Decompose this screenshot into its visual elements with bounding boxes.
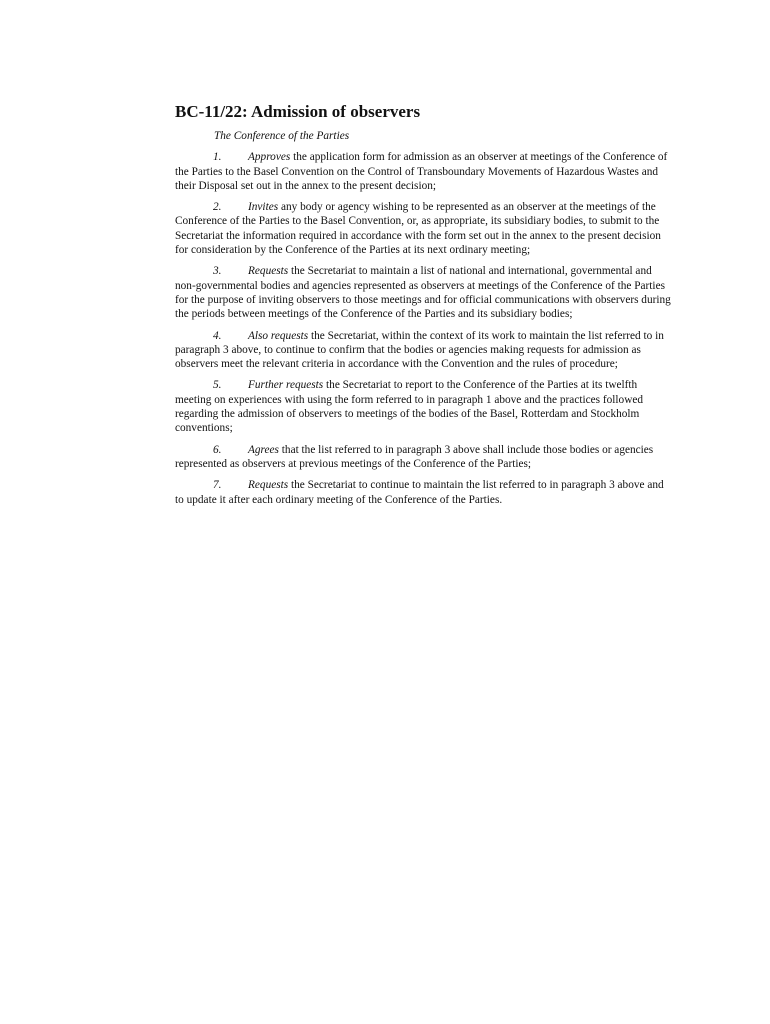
- paragraph-number: 3.: [213, 265, 222, 278]
- paragraph-4: [175, 329, 675, 372]
- paragraph-6: [175, 443, 675, 472]
- paragraph-text: the Secretariat to report to the Conference of the Parties at its twelfth meeting on experiences with using the form referred to in paragraph 1 above and the practices followed regarding the admission of observers to meetings of the bodies of the Basel, Rotterdam and Stockholm conventions;: [175, 379, 644, 435]
- paragraph-text: the Secretariat, within the context of its work to maintain the list referred to in paragraph 3 above, to continue to confirm that the bodies or agencies making requests for admission as observers meet the relevant criteria in accordance with the Convention and the rules of procedure;: [175, 329, 664, 371]
- paragraph-1: [175, 150, 675, 193]
- paragraph-text: the Secretariat to maintain a list of national and international, governmental and non-governmental bodies and agencies represented as observers at meetings of the Conference of the Parties for the purpose of inviting observers to those meetings and for official communications with observers during the periods between meetings of the Conference of the Parties and its subsidiary bodies;: [175, 265, 671, 321]
- operative-verb: Also requests: [248, 329, 309, 342]
- paragraph-2: [175, 200, 675, 257]
- paragraph-7: [175, 478, 675, 507]
- paragraph-number: 2.: [213, 201, 222, 214]
- paragraph-text: any body or agency wishing to be represented as an observer at the meetings of the Conference of the Parties to the Basel Convention, or, as appropriate, its subsidiary bodies, to submit to the Secretariat the information required in accordance with the form set out in the annex to the present decision for consideration by the Conference of the Parties at its next ordinary meeting;: [175, 201, 661, 257]
- paragraph-text: that the list referred to in paragraph 3 above shall include those bodies or agencies represented as observers at previous meetings of the Conference of the Parties;: [175, 443, 654, 470]
- paragraph-number: 7.: [213, 479, 222, 492]
- operative-verb: Agrees: [248, 443, 279, 456]
- paragraph-5: [175, 378, 675, 435]
- paragraph-number: 5.: [213, 379, 222, 392]
- paragraph-text: the application form for admission as an observer at meetings of the Conference of the Parties to the Basel Convention on the Control of Transboundary Movements of Hazardous Wastes and their Disposal set out in the annex to the present decision;: [175, 151, 668, 192]
- document-page: [175, 101, 675, 514]
- operative-verb: Requests: [248, 479, 289, 492]
- paragraph-number: 6.: [213, 443, 222, 456]
- preamble: The Conference of the Parties: [214, 130, 350, 142]
- operative-verb: Invites: [248, 201, 279, 214]
- paragraph-text: the Secretariat to continue to maintain the list referred to in paragraph 3 above and to update it after each ordinary meeting of the Conference of the Parties.: [175, 479, 664, 506]
- paragraph-number: 1.: [213, 151, 222, 164]
- document-title: BC-11/22: Admission of observers: [175, 102, 421, 121]
- paragraph-number: 4.: [213, 329, 222, 342]
- paragraph-3: [175, 264, 675, 321]
- operative-verb: Requests: [248, 265, 289, 278]
- operative-verb: Further requests: [248, 379, 324, 392]
- operative-verb: Approves: [248, 151, 291, 164]
